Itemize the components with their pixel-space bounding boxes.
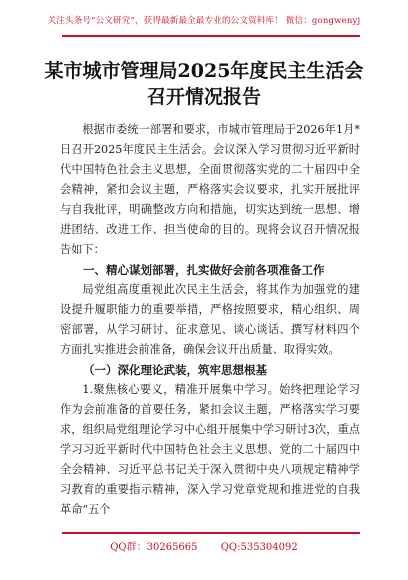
document-title: 某市城市管理局2025年度民主生活会召开情况报告 [44, 60, 364, 108]
subsection-heading-1: （一）深化理论武装，筑牢思想根基 [83, 363, 267, 377]
bottom-divider [62, 532, 360, 534]
qq-group-number: QQ群：30265665 [110, 542, 198, 553]
subsection-1-paragraph: 1.聚焦核心要义，精准开展集中学习。始终把理论学习作为会前准备的首要任务，紧扣会议主题，严格落实学习要求，组织局党组理论学习中心组开展集中学习研讨3次，重点学习习近平新时代中国特色社会主义思想、党的二十届四中全会精神、习近平总书记关于深入贯彻中央八项规定精神学习教育的重要指示精神，深入学习党章党规和推进党的自我革命“五个 [60, 383, 360, 516]
document-body [60, 120, 360, 520]
intro-paragraph: 根据市委统一部署和要求，市城市管理局于2026年1月*日召开2025年度民主生活会。会议深入学习贯彻习近平新时代中国特色社会主义思想，全面贯彻落实党的二十届四中全会精神，紧扣会议主题，严格落实会议要求，扎实开展批评与自我批评，明确整改方向和措施，切实达到统一思想、增进团结、改进工作、担当使命的目的。现将会议召开情况报告如下： [60, 123, 360, 256]
qq-contact-number: QQ:535304092 [220, 542, 298, 553]
bottom-banner [0, 538, 408, 553]
section-1-paragraph: 局党组高度重视此次民主生活会，将其作为加强党的建设提升履职能力的重要举措，严格按照要求，精心组织、周密部署，从学习研讨、征求意见、谈心谈话、撰写材料四个方面扎实推进会前准备，确保会议开出质量、取得实效。 [60, 283, 360, 356]
section-heading-1: 一、精心谋划部署，扎实做好会前各项准备工作 [83, 263, 325, 277]
top-divider [62, 35, 360, 37]
top-banner: 关注头条号“公文研究”，获得最新最全最专业的公文资料库！ 微信：gongwenyj [47, 16, 361, 26]
